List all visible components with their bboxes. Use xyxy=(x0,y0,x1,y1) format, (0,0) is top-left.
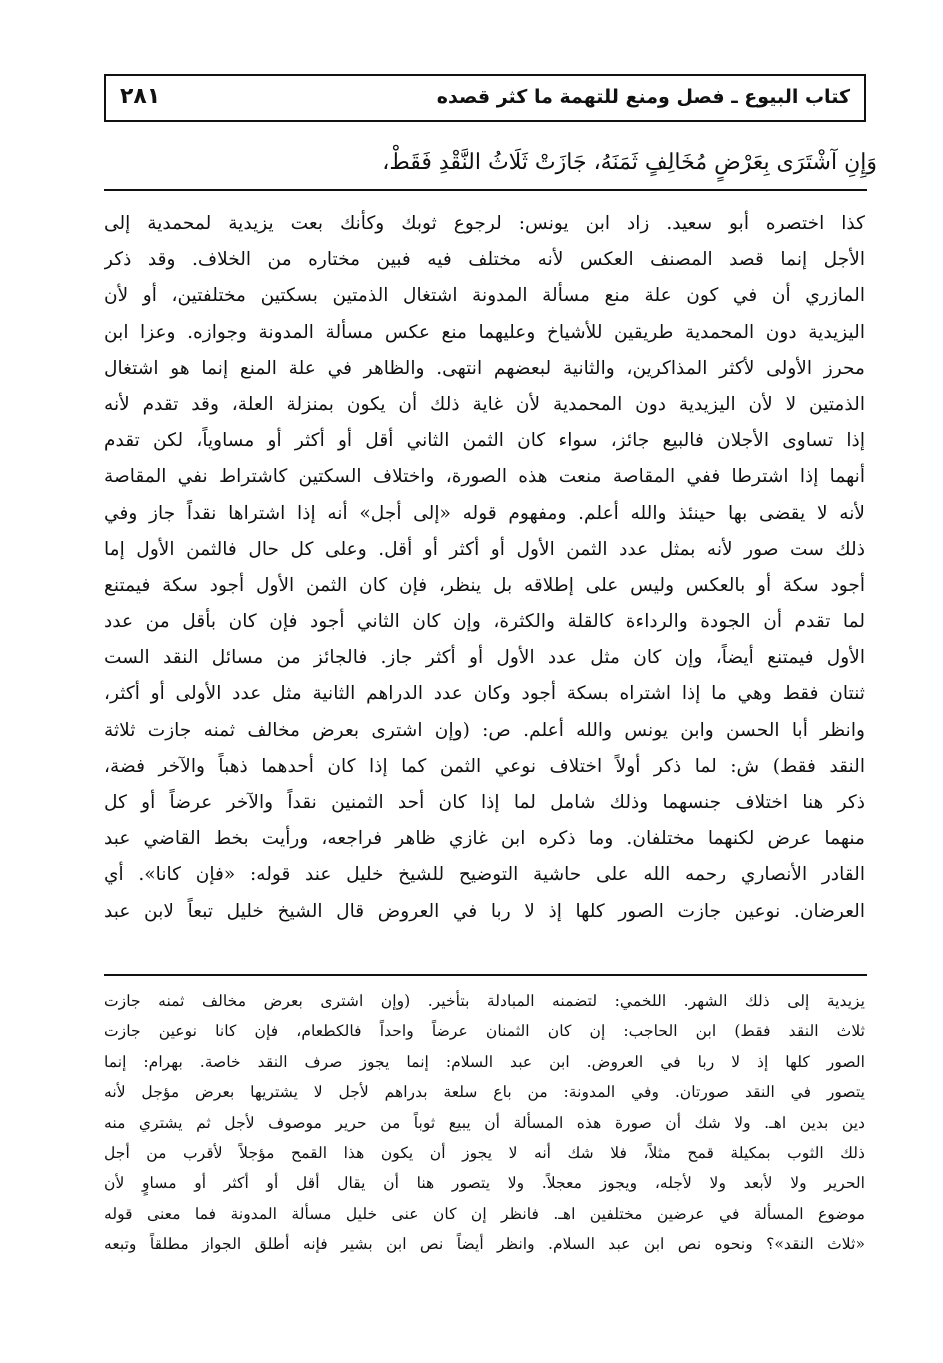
footnote-line: يتصور في النقد صورتان. وفي المدونة: من باع سلعة بدراهم لأجل لا يشتريها بعرض مؤجل لأنه xyxy=(104,1083,865,1102)
footnote-line: دين بدين اهـ. ولا شك أن صورة هذه المسألة أن يبيع ثوباً من حرير موصوف لأجل ثم يشتري منه xyxy=(104,1113,865,1132)
matn-divider xyxy=(104,189,867,191)
footnote-line: «ثلاث النقد»؟ ونحوه نص ابن عبد السلام. وانظر أيضاً نص ابن بشير فإنه أطلق الجواز مطلقاً وتبعه xyxy=(104,1235,865,1254)
commentary-line: اليزيدية دون المحمدية طريقين للأشياخ وعليهما منع عكس مسألة المدونة وجوازه. وعزا ابن xyxy=(104,321,865,343)
commentary-line: أنهما إذا اشترطا ففي المقاصة منعت هذه الصورة، واختلاف السكتين كاشتراط نفي المقاصة xyxy=(104,466,865,488)
matn-text: وَإِنِ آشْتَرَى بِعَرْضٍ مُخَالِفٍ ثَمَنَهُ، جَازَتْ ثَلَاثُ النَّقْدِ فَقَطْ، xyxy=(382,150,877,175)
commentary-line: النقد فقط) ش: لما ذكر أولاً اختلاف نوعي الثمن كما إذا كان أحدهما ذهباً والآخر فضة، xyxy=(104,755,865,777)
commentary-line: وانظر أبا الحسن وابن يونس والله أعلم. ص: (وإن اشترى بعرض مخالف ثمنه جازت ثلاثة xyxy=(104,719,865,741)
footnote-line: ثلاث النقد فقط) ابن الحاجب: إن كان الثمنان عرضاً واحداً فالكطعام، فإن كانا نوعين جازت xyxy=(104,1022,865,1041)
footnote-line: الحرير ولا لأبعد ولا لأجله، ويجوز معجلاً. ولا يتصور هنا أن يقال أقل أو أكثر أو مساوٍ لأن xyxy=(104,1174,865,1193)
commentary-line: أجود سكة أو بالعكس وليس على إطلاقه بل ينظر، فإن كان الثمن الأول أجود سكة فيمتنع xyxy=(104,574,865,596)
commentary-line: العرضان. نوعين جازت الصور كلها إذ لا ربا في العروض قال الشيخ خليل تبعاً لابن عبد xyxy=(104,900,865,922)
page-header-box xyxy=(104,74,866,122)
commentary-line: الأول فيمتنع أيضاً، وإن كان مثل عدد الأول أو أكثر جاز. فالجائز من مسائل النقد الست xyxy=(104,647,865,669)
footnote-line: موضوع المسألة في عرضين مختلفين اهـ. فانظر إن كان عنى خليل مسألة المدونة فما معنى قوله xyxy=(104,1204,865,1223)
running-title: كتاب البيوع ـ فصل ومنع للتهمة ما كثر قصده xyxy=(436,86,850,108)
footnote-line: يزيدية إلى ذلك الشهر. اللخمي: لتضمنه المبادلة بتأخير. (وإن اشترى بعرض مخالف ثمنه جازت xyxy=(104,992,865,1010)
footnotes-body xyxy=(104,986,865,1326)
footnote-line: الصور كلها إذ لا ربا في العروض. ابن عبد السلام: إنما يجوز صرف النقد خاصة. بهرام: إنما xyxy=(104,1052,865,1071)
commentary-body xyxy=(104,206,865,968)
commentary-line: ذلك ست صور لأنه بمثل عدد الثمن الأول أو أكثر أو أقل. وعلى كل حال فالثمن الأول إما xyxy=(104,538,865,560)
footnote-divider xyxy=(104,974,867,976)
commentary-line: القادر الأنصاري رحمه الله على حاشية التوضيح للشيخ خليل عند قوله: «فإن كانا». أي xyxy=(104,864,865,886)
commentary-line: لما تقدم أن الجودة والرداءة كالقلة والكثرة، وإن كان الثاني أجود فإن كان بأقل من عدد xyxy=(104,611,865,633)
commentary-line: المازري أن في كون علة منع مسألة المدونة اشتغال الذمتين بسكتين مختلفتين، أو لأن xyxy=(104,285,865,307)
commentary-line: محرز الأولى لأكثر المذاكرين، والثانية لبعضهم انتهى. والظاهر في علة المنع إنما هو اشتغال xyxy=(104,357,865,379)
page-number: ٢٨١ xyxy=(120,84,161,109)
commentary-line: كذا اختصره أبو سعيد. زاد ابن يونس: لرجوع ثوبك وكأنك بعت يزيدية لمحمدية إلى xyxy=(104,213,865,234)
commentary-line: ثنتان فقط وهي ما إذا اشتراه بسكة أجود وكان عدد الدراهم الثانية مثل عدد الأولى أو أكثر، xyxy=(104,683,865,705)
footnote-line: ذلك الثوب بمكيلة قمح مثلاً، فلا شك أنه لا يجوز أن يكون هذا القمح مؤجلاً لأقرب من أجل xyxy=(104,1143,865,1162)
commentary-line: لأنه لا يقضى بها حينئذ والله أعلم. ومفهوم قوله «إلى أجل» أنه إذا اشتراها نقداً جاز وفي xyxy=(104,502,865,524)
commentary-line: إذا تساوى الأجلان فالبيع جائز، سواء كان الثمن الثاني أقل أو أكثر أو مساوياً، لكن تقدم xyxy=(104,430,865,452)
commentary-line: ذكر هنا اختلاف جنسهما وذلك شامل لما إذا كان أحد الثمنين نقداً والآخر عرضاً أو كل xyxy=(104,792,865,813)
commentary-line: الذمتين لا لأن اليزيدية دون المحمدية لأن غاية ذلك أن يكون بمنزلة العلة، وقد تقدم لأنه xyxy=(104,393,865,415)
commentary-line: منهما عرض لكنهما مختلفان. وما ذكره ابن غازي ظاهر فراجعه، ورأيت بخط القاضي عبد xyxy=(104,828,865,850)
commentary-line: الأجل إنما قصد المصنف العكس لأنه مختلف فيه فبين مختاره من الخلاف. وقد ذكر xyxy=(104,249,865,271)
